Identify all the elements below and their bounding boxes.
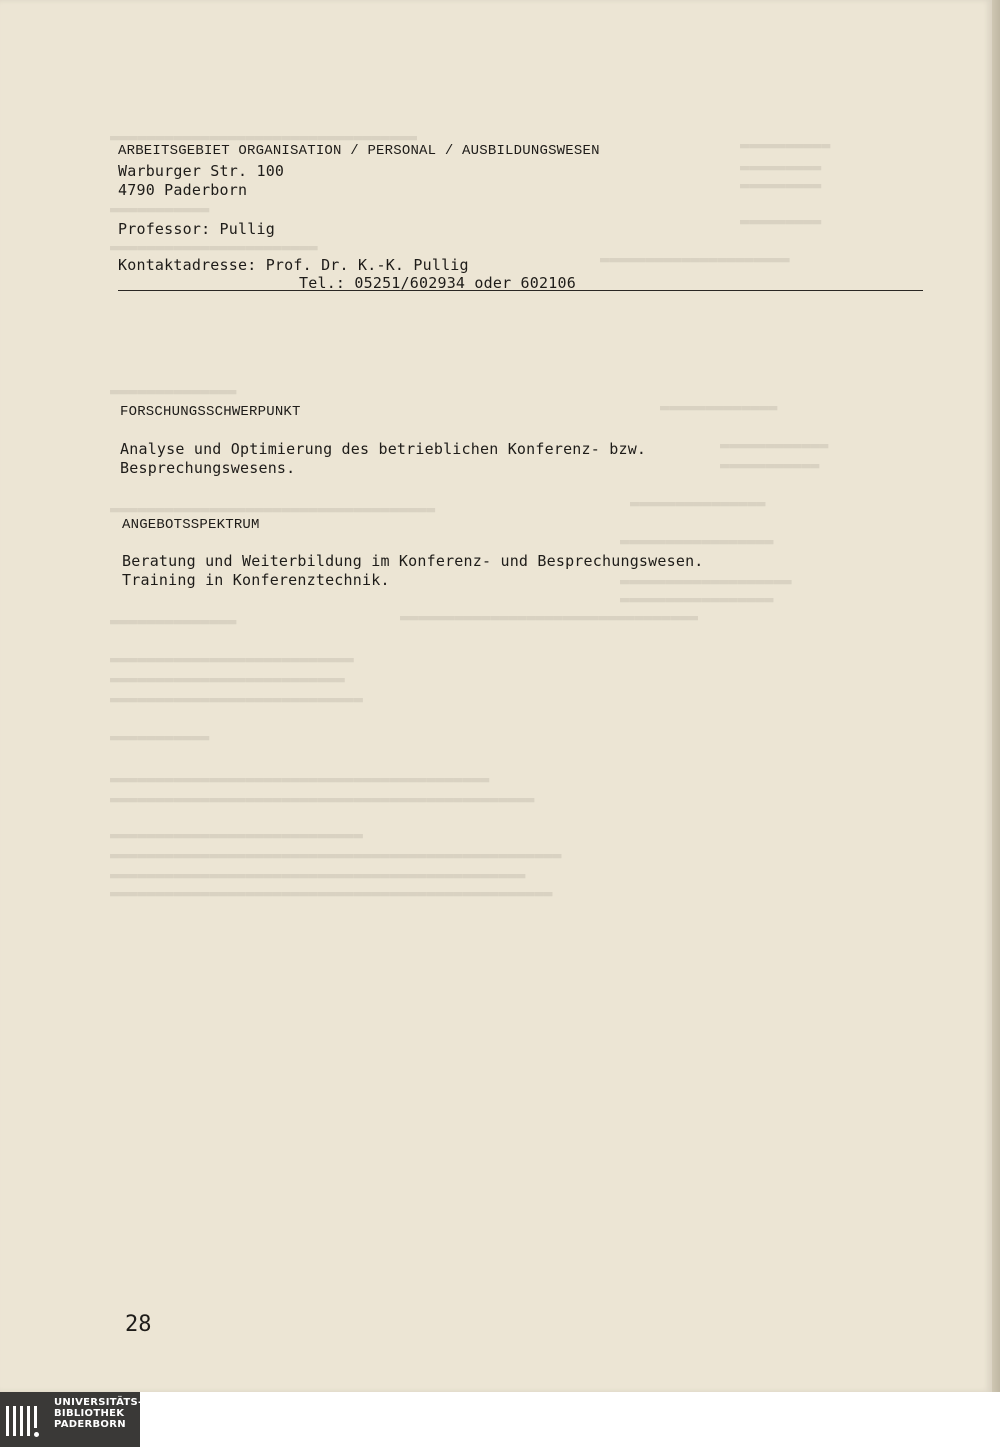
- contact-address: Kontaktadresse: Prof. Dr. K.-K. Pullig: [118, 256, 469, 274]
- bleed-through: ▬▬▬▬▬▬▬▬▬▬▬▬▬▬▬▬▬▬▬▬▬▬▬▬▬▬▬▬▬▬▬▬▬▬▬▬▬▬▬▬▬▬▬▬▬▬: [110, 866, 526, 884]
- bleed-through: ▬▬▬▬▬▬▬▬▬▬▬: [110, 728, 210, 746]
- bleed-through: ▬▬▬▬▬▬▬▬▬▬: [740, 136, 831, 154]
- bleed-through: ▬▬▬▬▬▬▬▬▬▬▬▬: [720, 436, 829, 454]
- library-logo-text: [54, 1397, 143, 1430]
- page-number: 28: [125, 1312, 152, 1337]
- offer-text-line2: Training in Konferenztechnik.: [122, 571, 390, 589]
- bleed-through: ▬▬▬▬▬▬▬▬▬▬▬▬▬▬▬▬▬▬▬▬▬▬▬: [110, 238, 318, 256]
- bleed-through: ▬▬▬▬▬▬▬▬▬▬▬▬▬▬▬▬▬: [620, 590, 774, 608]
- research-text-line2: Besprechungswesens.: [120, 459, 296, 477]
- logo-text-line3: PADERBORN: [54, 1419, 126, 1430]
- logo-text-line1: UNIVERSITÄTS-: [54, 1397, 143, 1408]
- professor-name: Professor: Pullig: [118, 220, 275, 238]
- bleed-through: ▬▬▬▬▬▬▬▬▬▬▬▬▬: [660, 398, 778, 416]
- bleed-through: ▬▬▬▬▬▬▬▬▬▬▬: [720, 456, 820, 474]
- bleed-through: ▬▬▬▬▬▬▬▬▬▬▬▬▬▬▬▬▬▬▬▬▬▬▬▬▬▬▬: [110, 650, 354, 668]
- bleed-through: ▬▬▬▬▬▬▬▬▬▬▬▬▬▬▬▬▬▬▬▬▬▬▬▬▬▬▬▬▬▬▬▬▬▬▬▬▬▬▬▬▬▬▬▬▬▬▬: [110, 790, 535, 808]
- bleed-through: ▬▬▬▬▬▬▬▬▬▬▬▬▬▬: [110, 382, 237, 400]
- bleed-through: ▬▬▬▬▬▬▬▬▬▬▬▬▬▬▬▬▬: [620, 532, 774, 550]
- bleed-through: ▬▬▬▬▬▬▬▬▬: [740, 176, 822, 194]
- bleed-through: ▬▬▬▬▬▬▬▬▬▬▬▬▬▬▬▬▬▬▬▬▬▬▬▬▬▬: [110, 670, 345, 688]
- department-title: ARBEITSGEBIET ORGANISATION / PERSONAL / AUSBILDUNGSWESEN: [118, 143, 600, 159]
- city-address: 4790 Paderborn: [118, 181, 248, 199]
- logo-text-line2: BIBLIOTHEK: [54, 1408, 125, 1419]
- bleed-through: ▬▬▬▬▬▬▬▬▬▬▬▬▬▬▬▬▬▬▬▬▬▬▬▬▬▬▬▬▬▬▬▬▬▬▬▬▬▬▬▬▬▬▬▬▬▬▬▬▬▬: [110, 846, 562, 864]
- bleed-through: ▬▬▬▬▬▬▬▬▬▬▬▬▬▬▬▬▬▬▬▬▬▬▬▬▬▬▬▬▬▬▬▬▬▬▬▬▬▬▬▬▬▬▬▬▬▬▬▬▬: [110, 884, 553, 902]
- bleed-through: ▬▬▬▬▬▬▬▬▬▬▬▬▬▬▬▬▬▬▬: [620, 572, 792, 590]
- bleed-through: ▬▬▬▬▬▬▬▬▬▬▬▬▬▬▬▬▬▬▬▬▬▬▬▬▬▬▬▬▬▬▬▬▬▬: [110, 128, 418, 146]
- bleed-through: ▬▬▬▬▬▬▬▬▬▬▬▬▬▬▬▬▬▬▬▬▬: [600, 250, 790, 268]
- bleed-through: ▬▬▬▬▬▬▬▬▬▬▬▬▬▬▬: [630, 494, 766, 512]
- bleed-through: ▬▬▬▬▬▬▬▬▬: [740, 212, 822, 230]
- offer-text-line1: Beratung und Weiterbildung im Konferenz- und Besprechungswesen.: [122, 552, 704, 570]
- research-text-line1: Analyse und Optimierung des betrieblichen Konferenz- bzw.: [120, 440, 647, 458]
- page-edge: [992, 0, 1000, 1392]
- street-address: Warburger Str. 100: [118, 162, 285, 180]
- header-divider: [118, 290, 923, 291]
- library-footer: [0, 1392, 1000, 1447]
- bleed-through: ▬▬▬▬▬▬▬▬▬▬▬▬▬▬: [110, 612, 237, 630]
- bleed-through: ▬▬▬▬▬▬▬▬▬▬▬▬▬▬▬▬▬▬▬▬▬▬▬▬▬▬▬▬: [110, 690, 363, 708]
- bleed-through: ▬▬▬▬▬▬▬▬▬▬▬▬▬▬▬▬▬▬▬▬▬▬▬▬▬▬▬▬▬▬▬▬▬▬▬▬: [110, 500, 436, 518]
- offer-heading: ANGEBOTSSPEKTRUM: [122, 517, 260, 533]
- bleed-through: ▬▬▬▬▬▬▬▬▬▬▬▬▬▬▬▬▬▬▬▬▬▬▬▬▬▬▬▬▬▬▬▬▬: [400, 608, 699, 626]
- bleed-through: ▬▬▬▬▬▬▬▬▬▬▬: [110, 200, 210, 218]
- research-heading: FORSCHUNGSSCHWERPUNKT: [120, 404, 301, 420]
- bleed-through: ▬▬▬▬▬▬▬▬▬▬▬▬▬▬▬▬▬▬▬▬▬▬▬▬▬▬▬▬: [110, 826, 363, 844]
- bleed-through: ▬▬▬▬▬▬▬▬▬: [740, 158, 822, 176]
- bleed-through: ▬▬▬▬▬▬▬▬▬▬▬▬▬▬▬▬▬▬▬▬▬▬▬▬▬▬▬▬▬▬▬▬▬▬▬▬▬▬▬▬▬▬: [110, 770, 490, 788]
- library-logo-icon: [0, 1392, 50, 1447]
- phone-number: Tel.: 05251/602934 oder 602106: [299, 274, 576, 292]
